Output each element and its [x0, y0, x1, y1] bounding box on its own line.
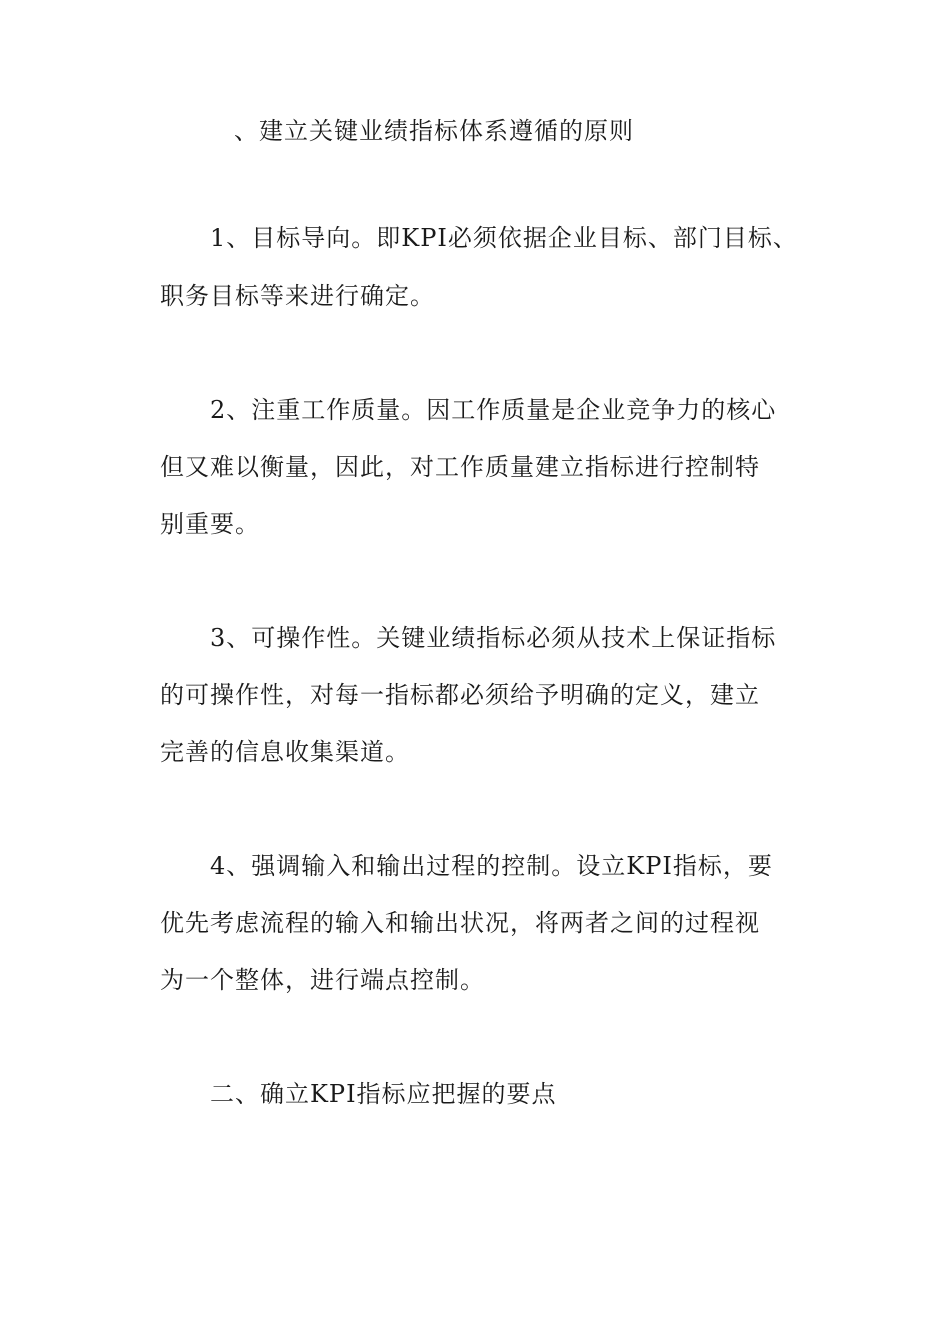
paragraph-1-line-1: 1、目标导向。即KPI必须依据企业目标、部门目标、: [210, 224, 798, 252]
paragraph-2-line-2: 但又难以衡量，因此，对工作质量建立指标进行控制特: [160, 453, 760, 481]
section-heading-2: 二、确立KPI指标应把握的要点: [210, 1080, 557, 1108]
paragraph-2-line-1: 2、注重工作质量。因工作质量是企业竞争力的核心: [210, 396, 777, 424]
paragraph-2-line-3: 别重要。: [160, 510, 260, 538]
paragraph-3-line-1: 3、可操作性。关键业绩指标必须从技术上保证指标: [210, 624, 777, 652]
paragraph-4-line-2: 优先考虑流程的输入和输出状况，将两者之间的过程视: [160, 909, 760, 937]
paragraph-3-line-2: 的可操作性，对每一指标都必须给予明确的定义，建立: [160, 681, 760, 709]
paragraph-4-line-1: 4、强调输入和输出过程的控制。设立KPI指标，要: [210, 852, 773, 880]
paragraph-1-line-2: 职务目标等来进行确定。: [160, 282, 435, 310]
section-heading: 、建立关键业绩指标体系遵循的原则: [234, 117, 634, 145]
paragraph-3-line-3: 完善的信息收集渠道。: [160, 738, 410, 766]
paragraph-4-line-3: 为一个整体，进行端点控制。: [160, 966, 485, 994]
